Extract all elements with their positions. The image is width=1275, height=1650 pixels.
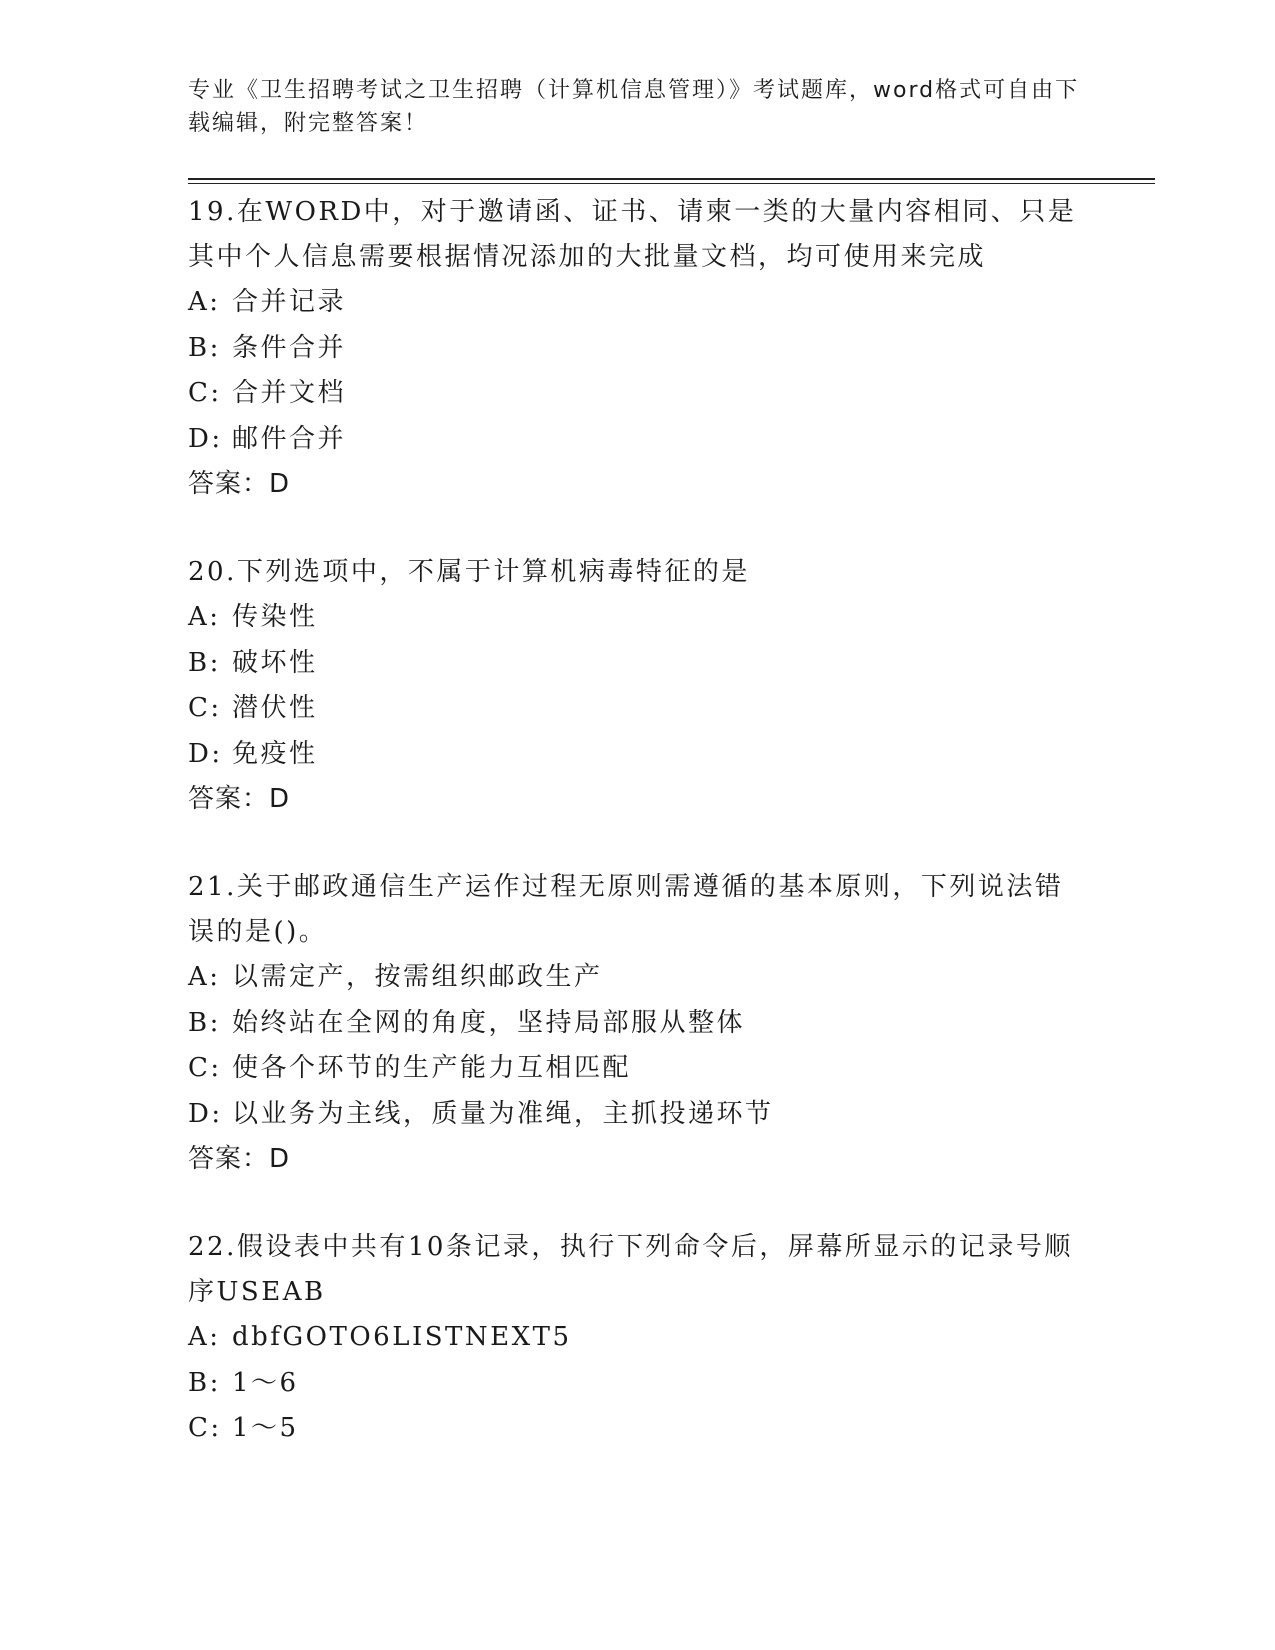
option-text: 免疫性 [232,738,318,769]
option-text: 以需定产，按需组织邮政生产 [232,962,603,992]
question-19 [188,190,1088,507]
option-text: 传染性 [232,602,318,632]
option-b [188,1361,1088,1407]
option-text: 始终站在全网的角度，坚持局部服从整体 [232,1007,746,1038]
option-d [188,1092,1088,1138]
option-letter: D: [188,423,223,454]
question-spacer [188,822,1088,865]
option-d [188,732,1088,778]
answer-line: 答案：D [188,469,291,499]
option-text: 使各个环节的生产能力互相匹配 [232,1053,632,1083]
option-text: 合并文档 [232,378,347,408]
option-c [188,686,1088,732]
option-a [188,1315,1088,1361]
option-text: 1～6 [232,1367,299,1398]
option-c [188,1046,1088,1092]
answer-line: 答案：D [188,784,291,814]
option-letter: C: [188,1053,222,1083]
question-stem: 19.在WORD中，对于邀请函、证书、请柬一类的大量内容相同、只是其中个人信息需要根据情况添加的大批量文档，均可使用来完成 [188,197,1077,272]
option-text: dbfGOTO6LISTNEXT5 [232,1322,572,1352]
question-stem: 20.下列选项中，不属于计算机病毒特征的是 [188,557,750,587]
option-b [188,641,1088,687]
answer-line: 答案：D [188,1144,291,1174]
option-text: 1～5 [232,1413,299,1443]
question-spacer [188,507,1088,550]
header-divider-thick [188,178,1155,180]
option-text: 破坏性 [232,647,318,678]
option-letter: B: [188,1007,221,1038]
question-20 [188,550,1088,822]
option-b [188,326,1088,372]
option-letter: C: [188,1413,222,1443]
option-text: 以业务为主线，质量为准绳，主抓投递环节 [232,1098,774,1129]
option-letter: A: [188,602,221,632]
question-stem: 21.关于邮政通信生产运作过程无原则需遵循的基本原则，下列说法错误的是()。 [188,872,1064,947]
option-c [188,371,1088,417]
option-a [188,280,1088,326]
question-21 [188,865,1088,1182]
option-letter: D: [188,738,223,769]
option-letter: A: [188,287,221,317]
header-divider-thin [188,183,1155,184]
option-letter: B: [188,647,221,678]
option-letter: C: [188,693,222,723]
option-a [188,955,1088,1001]
option-text: 条件合并 [232,332,347,363]
option-d [188,417,1088,463]
option-letter: A: [188,1322,221,1352]
option-text: 合并记录 [232,287,347,317]
option-letter: D: [188,1098,223,1129]
question-stem: 22.假设表中共有10条记录，执行下列命令后，屏幕所显示的记录号顺序USEAB [188,1232,1073,1307]
option-letter: B: [188,332,221,363]
question-spacer [188,1182,1088,1225]
option-text: 潜伏性 [232,693,318,723]
option-letter: C: [188,378,222,408]
option-letter: A: [188,962,221,992]
question-22 [188,1225,1088,1452]
question-list [188,190,1088,1452]
option-c [188,1406,1088,1452]
document-header: 专业《卫生招聘考试之卫生招聘（计算机信息管理）》考试题库，word格式可自由下载编辑，附完整答案！ [188,78,1080,136]
option-a [188,595,1088,641]
option-letter: B: [188,1367,221,1398]
option-text: 邮件合并 [232,423,347,454]
option-b [188,1001,1088,1047]
